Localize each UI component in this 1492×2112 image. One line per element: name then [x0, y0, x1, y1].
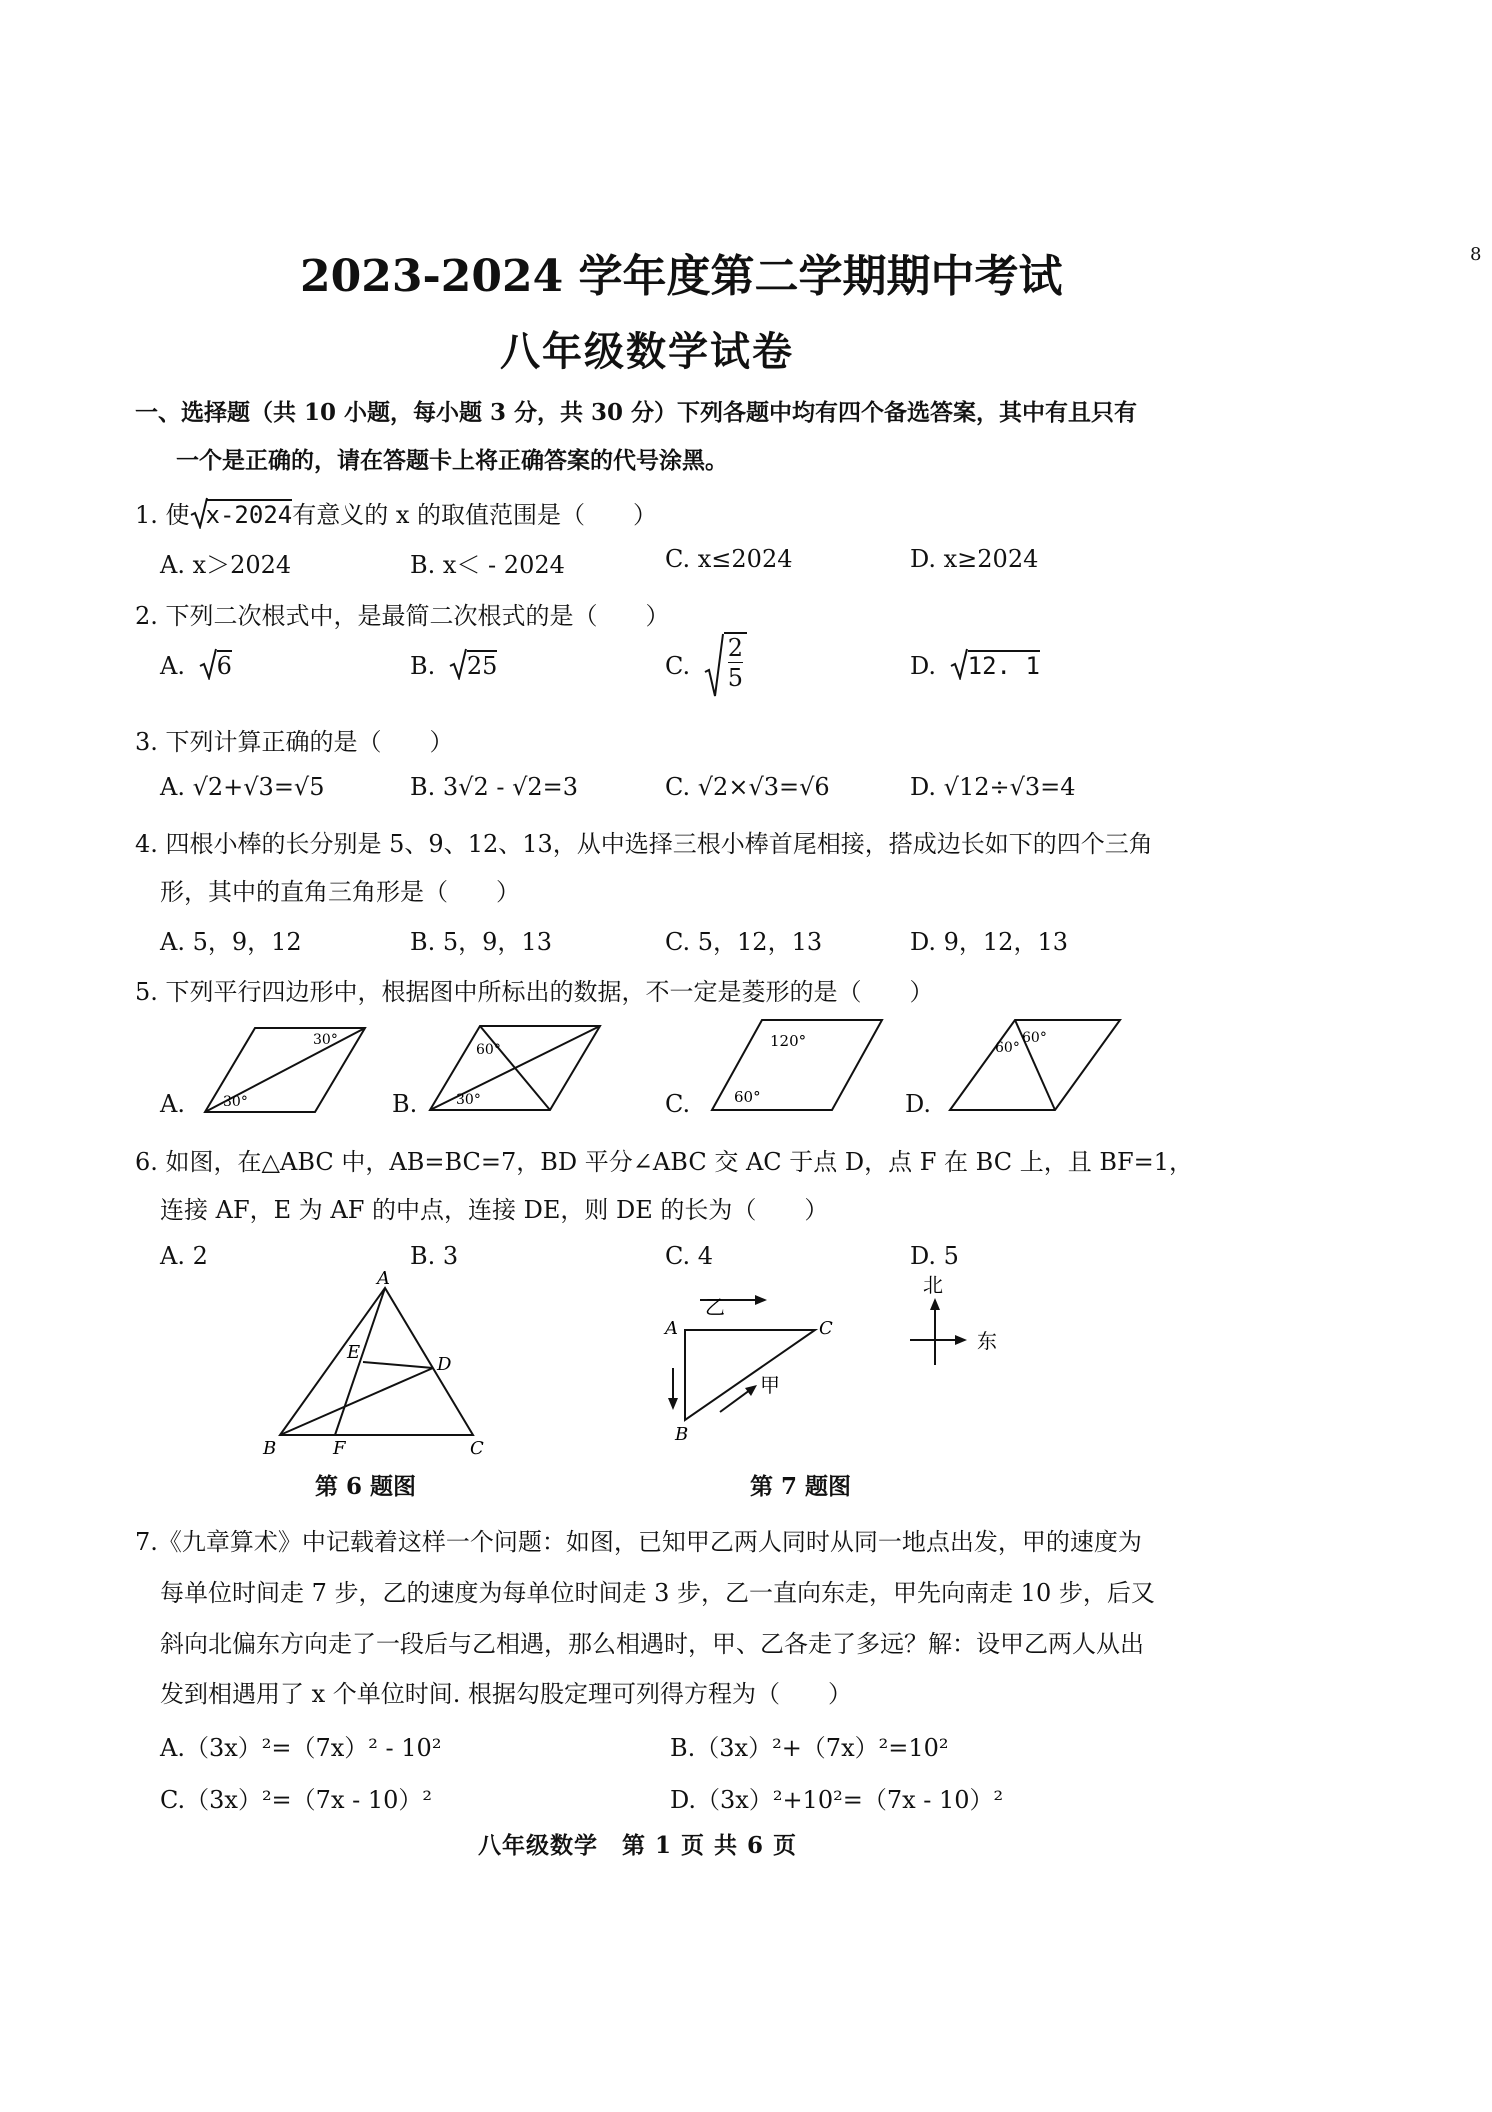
radical-sign-icon [190, 497, 208, 529]
q7-line1: 7.《九章算术》中记载着这样一个问题：如图，已知甲乙两人同时从同一地点出发，甲的速度为 [135, 1528, 1142, 1556]
q1-radical [190, 501, 293, 529]
q1-option-d: D. x≥2024 [910, 545, 1039, 573]
q7-yi-label: 乙 [705, 1295, 725, 1319]
section1-line1: 一、选择题（共 10 小题，每小题 3 分，共 30 分）下列各题中均有四个备选答案，其中有且只有 [135, 399, 1138, 426]
q3-stem: 3. 下列计算正确的是（ ） [135, 728, 454, 756]
q2-option-c [665, 632, 747, 693]
q5-stem: 5. 下列平行四边形中，根据图中所标出的数据，不一定是菱形的是（ ） [135, 978, 934, 1006]
q5-fig-a-angle-bottom: 30° [223, 1094, 248, 1110]
q6-figure-caption: 第 6 题图 [315, 1473, 417, 1500]
q4-option-b: B. 5，9，13 [410, 928, 552, 956]
q2-option-a-radical [199, 652, 232, 680]
q7-point-a: A [665, 1318, 678, 1339]
q2-option-c-numerator: 2 [727, 634, 744, 662]
q4-line2: 形，其中的直角三角形是（ ） [160, 878, 520, 906]
q2-option-c-radical [704, 632, 747, 693]
corner-mark: 8 [1470, 244, 1482, 265]
q5-fig-a-angle-top: 30° [313, 1032, 338, 1048]
q2-option-d-radical [950, 652, 1040, 680]
q5-label-d: D. [905, 1090, 932, 1118]
q5-fig-d-angle-left: 60° [995, 1040, 1020, 1056]
q7-option-d: D.（3x）²+10²=（7x - 10）² [670, 1786, 1004, 1814]
q7-option-b: B.（3x）²+（7x）²=10² [670, 1734, 949, 1762]
q1-radicand: x-2024 [205, 501, 293, 529]
q5-fig-c-angle-bottom: 60° [734, 1088, 761, 1106]
q3-option-a: A. √2+√3=√5 [160, 773, 325, 801]
q4-option-c: C. 5，12，13 [665, 928, 823, 956]
q6-point-f: F [333, 1438, 346, 1459]
q1-option-a: A. x＞2024 [160, 551, 292, 579]
q1-stem-pre: 1. 使 [135, 501, 190, 529]
q6-option-c: C. 4 [665, 1242, 714, 1270]
q2-option-a-label: A. [160, 652, 185, 680]
q5-label-a: A. [160, 1090, 185, 1118]
q1-stem [135, 495, 657, 530]
q6-point-d: D [437, 1354, 452, 1375]
q7-option-a: A.（3x）²=（7x）² - 10² [160, 1734, 442, 1762]
q5-fig-b-angle-top: 60° [476, 1042, 501, 1058]
q5-fig-c-angle-top: 120° [770, 1032, 807, 1050]
q1-option-b: B. x＜ - 2024 [410, 551, 565, 579]
q3-option-c: C. √2×√3=√6 [665, 773, 830, 801]
q2-option-c-denominator: 5 [727, 664, 744, 692]
q2-option-d-radicand: 12. 1 [967, 652, 1040, 680]
q7-line2: 每单位时间走 7 步，乙的速度为每单位时间走 3 步，乙一直向东走，甲先向南走 10 步，后又 [160, 1579, 1155, 1607]
q7-figure-caption: 第 7 题图 [750, 1473, 852, 1500]
q5-figure-a [195, 1020, 375, 1120]
q7-east-label: 东 [977, 1329, 997, 1353]
q2-option-a-radicand: 6 [216, 652, 232, 680]
q6-point-c: C [470, 1438, 484, 1459]
q6-point-b: B [263, 1438, 277, 1459]
q2-option-d-label: D. [910, 652, 937, 680]
q6-point-e: E [347, 1342, 361, 1363]
q7-option-c: C.（3x）²=（7x - 10）² [160, 1786, 433, 1814]
q1-option-c: C. x≤2024 [665, 545, 793, 573]
section1-line2: 一个是正确的，请在答题卡上将正确答案的代号涂黑。 [176, 447, 728, 474]
radical-sign-icon [449, 648, 467, 680]
q6-option-b: B. 3 [410, 1242, 459, 1270]
q2-option-b-radicand: 25 [466, 652, 498, 680]
q6-figure [255, 1270, 495, 1460]
q3-option-d: D. √12÷√3=4 [910, 773, 1076, 801]
q4-line1: 4. 四根小棒的长分别是 5、9、12、13，从中选择三根小棒首尾相接，搭成边长如下的四个三角 [135, 830, 1153, 858]
radical-sign-icon [199, 648, 217, 680]
q2-option-b-radical [449, 652, 498, 680]
q6-option-d: D. 5 [910, 1242, 959, 1270]
exam-subtitle: 八年级数学试卷 [500, 328, 794, 375]
q2-option-a [160, 652, 232, 680]
q6-line2: 连接 AF，E 为 AF 的中点，连接 DE，则 DE 的长为（ ） [160, 1196, 829, 1224]
q2-option-b-label: B. [410, 652, 436, 680]
radical-sign-icon [704, 632, 724, 698]
q2-option-b [410, 652, 497, 680]
page-footer: 八年级数学 第 1 页 共 6 页 [478, 1832, 798, 1859]
q7-line4: 发到相遇用了 x 个单位时间. 根据勾股定理可列得方程为（ ） [160, 1680, 853, 1708]
q6-point-a: A [377, 1270, 390, 1289]
q5-figure-d [940, 1012, 1130, 1122]
q5-label-b: B. [392, 1090, 418, 1118]
q2-option-d [910, 652, 1040, 680]
q5-fig-d-angle-right: 60° [1022, 1030, 1047, 1046]
q3-option-b: B. 3√2 - √2=3 [410, 773, 579, 801]
q4-option-d: D. 9，12，13 [910, 928, 1068, 956]
q2-option-c-label: C. [665, 652, 691, 680]
exam-title: 2023-2024 学年度第二学期期中考试 [300, 251, 1063, 302]
q7-north-label: 北 [923, 1273, 943, 1297]
q5-fig-b-angle-bottom: 30° [456, 1092, 481, 1108]
q5-label-c: C. [665, 1090, 691, 1118]
q5-figure-b [420, 1018, 610, 1122]
q4-option-a: A. 5，9，12 [160, 928, 302, 956]
q7-line3: 斜向北偏东方向走了一段后与乙相遇，那么相遇时，甲、乙各走了多远？解：设甲乙两人从出 [160, 1630, 1144, 1658]
q7-jia-label: 甲 [760, 1373, 780, 1397]
radical-sign-icon [950, 648, 968, 680]
q7-point-b: B [675, 1424, 689, 1445]
q6-option-a: A. 2 [160, 1242, 208, 1270]
q5-figure-c [700, 1012, 890, 1122]
q2-stem: 2. 下列二次根式中，是最简二次根式的是（ ） [135, 602, 670, 630]
q6-line1: 6. 如图，在△ABC 中，AB=BC=7，BD 平分∠ABC 交 AC 于点 D，点 F 在 BC 上，且 BF=1， [135, 1148, 1194, 1176]
q1-stem-post: 有意义的 x 的取值范围是（ ） [292, 501, 658, 529]
q7-point-c: C [819, 1318, 833, 1339]
q7-figure [655, 1270, 1025, 1460]
